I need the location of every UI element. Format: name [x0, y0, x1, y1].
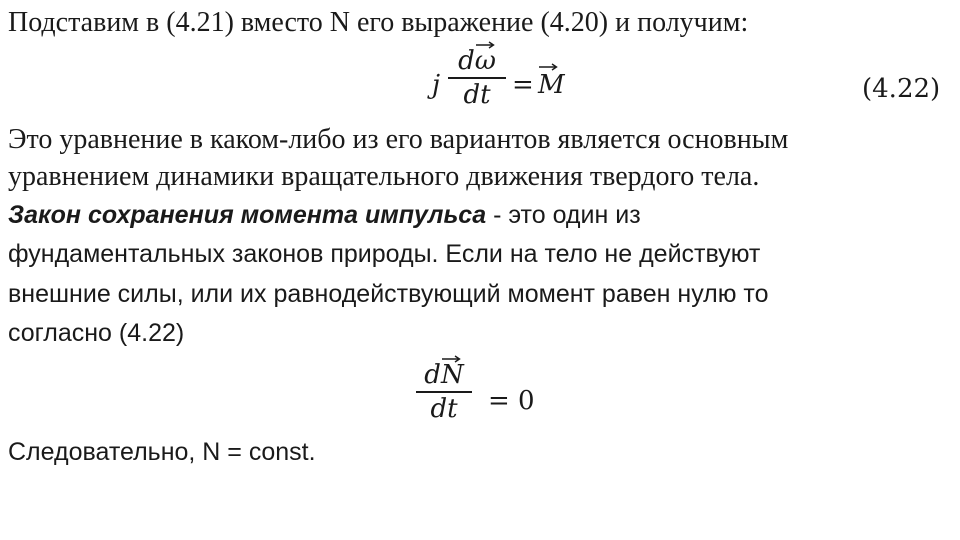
law-intro-rest: - это один из [486, 201, 641, 229]
eq2-denominator: dt [430, 394, 458, 424]
law-paragraph-line-1 [8, 203, 641, 228]
eq2-rhs: 0 [518, 386, 535, 416]
eq1-coefficient: j [432, 70, 441, 100]
equation-conservation [416, 352, 556, 438]
text-line-3: уравнением динамики вращательного движения твердого тела. [8, 161, 760, 192]
equation-number: (4.22) [862, 74, 941, 104]
eq1-equals: = [512, 70, 534, 100]
law-title: Закон сохранения момента импульса [8, 201, 487, 229]
eq2-equals: = [488, 386, 510, 416]
text-line-2: Это уравнение в каком-либо из его вариантов является основным [8, 124, 789, 155]
conclusion-line: Следовательно, N = const. [8, 438, 316, 466]
vector-arrow-icon [441, 355, 461, 363]
eq2-n-vector: N [441, 362, 464, 388]
text-line-7: согласно (4.22) [8, 319, 185, 347]
eq1-denominator: dt [463, 80, 491, 110]
eq1-moment-vector: M [538, 70, 565, 100]
eq1-omega-vector: ω [475, 48, 496, 74]
eq2-fraction [416, 352, 472, 422]
eq1-fraction-bar [448, 77, 506, 79]
eq1-numerator-d: d [458, 46, 475, 76]
vector-arrow-icon [538, 63, 558, 71]
eq2-fraction-bar [416, 391, 472, 393]
eq1-fraction [448, 48, 506, 108]
equation-4-22 [432, 48, 592, 118]
intro-line: Подставим в (4.21) вместо N его выражение (4.20) и получим: [8, 7, 749, 38]
vector-arrow-icon [475, 41, 495, 49]
text-line-5: фундаментальных законов природы. Если на тело не действуют [8, 240, 761, 268]
text-line-6: внешние силы, или их равнодействующий момент равен нулю то [8, 280, 769, 308]
eq2-numerator-d: d [424, 360, 441, 390]
